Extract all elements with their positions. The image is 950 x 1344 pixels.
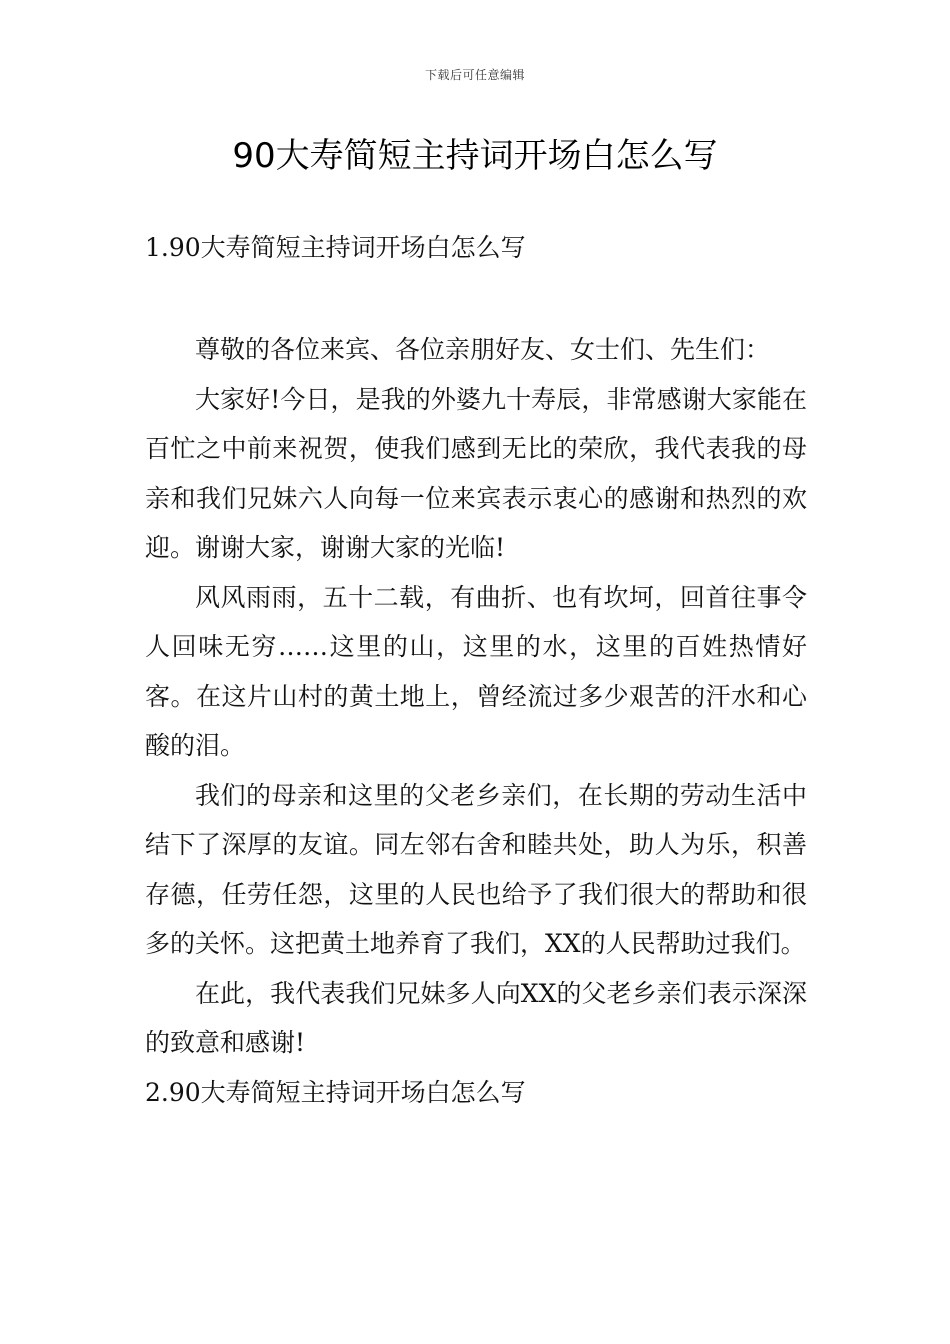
paragraph-welcome: 大家好!今日，是我的外婆九十寿辰，非常感谢大家能在百忙之中前来祝贺，使我们感到无比的荣欣，我代表我的母亲和我们兄妹六人向每一位来宾表示衷心的感谢和热烈的欢迎。谢谢大家，谢谢大家的光临! bbox=[145, 384, 807, 562]
section-1-heading-block bbox=[145, 223, 807, 273]
document-body bbox=[145, 325, 807, 1117]
paragraph-neighbors: 我们的母亲和这里的父老乡亲们，在长期的劳动生活中结下了深厚的友谊。同左邻右舍和睦共处，助人为乐，积善存德，任劳任怨，这里的人民也给予了我们很大的帮助和很多的关怀。这把黄土地养育了我们，XX的人民帮助过我们。 bbox=[145, 780, 807, 958]
paragraph-thanks: 在此，我代表我们兄妹多人向XX的父老乡亲们表示深深的致意和感谢! bbox=[145, 978, 807, 1057]
header-note: 下载后可任意编辑 bbox=[424, 68, 525, 82]
document-title: 90大寿简短主持词开场白怎么写 bbox=[232, 136, 718, 176]
section-2-heading: 2.90大寿简短主持词开场白怎么写 bbox=[145, 1077, 526, 1107]
section-1-heading: 1.90大寿简短主持词开场白怎么写 bbox=[145, 233, 526, 262]
paragraph-greeting: 尊敬的各位来宾、各位亲朋好友、女士们、先生们： bbox=[195, 335, 771, 364]
paragraph-memories: 风风雨雨，五十二载，有曲折、也有坎坷，回首往事令人回味无穷……这里的山，这里的水，这里的百姓热情好客。在这片山村的黄土地上，曾经流过多少艰苦的汗水和心酸的泪。 bbox=[145, 582, 807, 760]
